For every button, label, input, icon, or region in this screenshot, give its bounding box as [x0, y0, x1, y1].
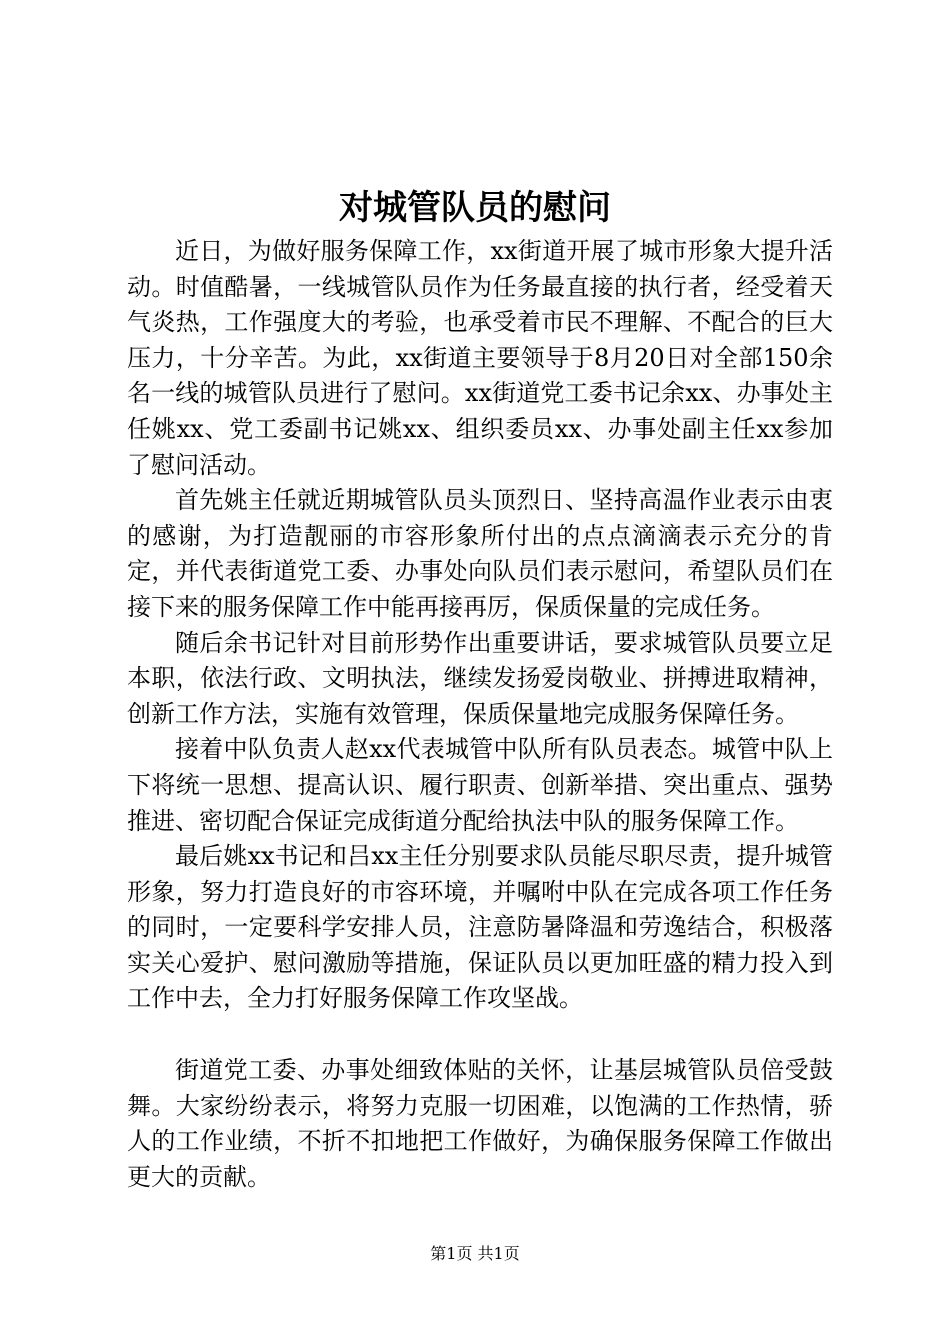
paragraph-3: 随后余书记针对目前形势作出重要讲话，要求城管队员要立足本职，依法行政、文明执法，继续发扬爱岗敬业、拼搏进取精神，创新工作方法，实施有效管理，保质保量地完成服务保障任务。	[127, 628, 833, 728]
page-footer: 第1页 共1页	[430, 1244, 520, 1263]
paragraph-4: 接着中队负责人赵xx代表城管中队所有队员表态。城管中队上下将统一思想、提高认识、履行职责、创新举措、突出重点、强势推进、密切配合保证完成街道分配给执法中队的服务保障工作。	[127, 735, 833, 835]
document-body	[127, 234, 833, 1195]
paragraph-5: 最后姚xx书记和吕xx主任分别要求队员能尽职尽责，提升城管形象，努力打造良好的市容环境，并嘱咐中队在完成各项工作任务的同时，一定要科学安排人员，注意防暑降温和劳逸结合，积极落实关心爱护、慰问激励等措施，保证队员以更加旺盛的精力投入到工作中去，全力打好服务保障工作攻坚战。	[127, 842, 833, 1013]
document-title: 对城管队员的慰问	[339, 188, 611, 228]
paragraph-1: 近日，为做好服务保障工作，xx街道开展了城市形象大提升活动。时值酷暑，一线城管队员作为任务最直接的执行者，经受着天气炎热，工作强度大的考验，也承受着市民不理解、不配合的巨大压力，十分辛苦。为此，xx街道主要领导于8月20日对全部150余名一线的城管队员进行了慰问。xx街道党工委书记余xx、办事处主任姚xx、党工委副书记姚xx、组织委员xx、办事处副主任xx参加了慰问活动。	[127, 237, 833, 479]
paragraph-2: 首先姚主任就近期城管队员头顶烈日、坚持高温作业表示由衷的感谢，为打造靓丽的市容形象所付出的点点滴滴表示充分的肯定，并代表街道党工委、办事处向队员们表示慰问，希望队员们在接下来的服务保障工作中能再接再厉，保质保量的完成任务。	[127, 486, 833, 621]
paragraph-6: 街道党工委、办事处细致体贴的关怀，让基层城管队员倍受鼓舞。大家纷纷表示，将努力克服一切困难，以饱满的工作热情，骄人的工作业绩，不折不扣地把工作做好，为确保服务保障工作做出更大的贡献。	[127, 1056, 833, 1191]
